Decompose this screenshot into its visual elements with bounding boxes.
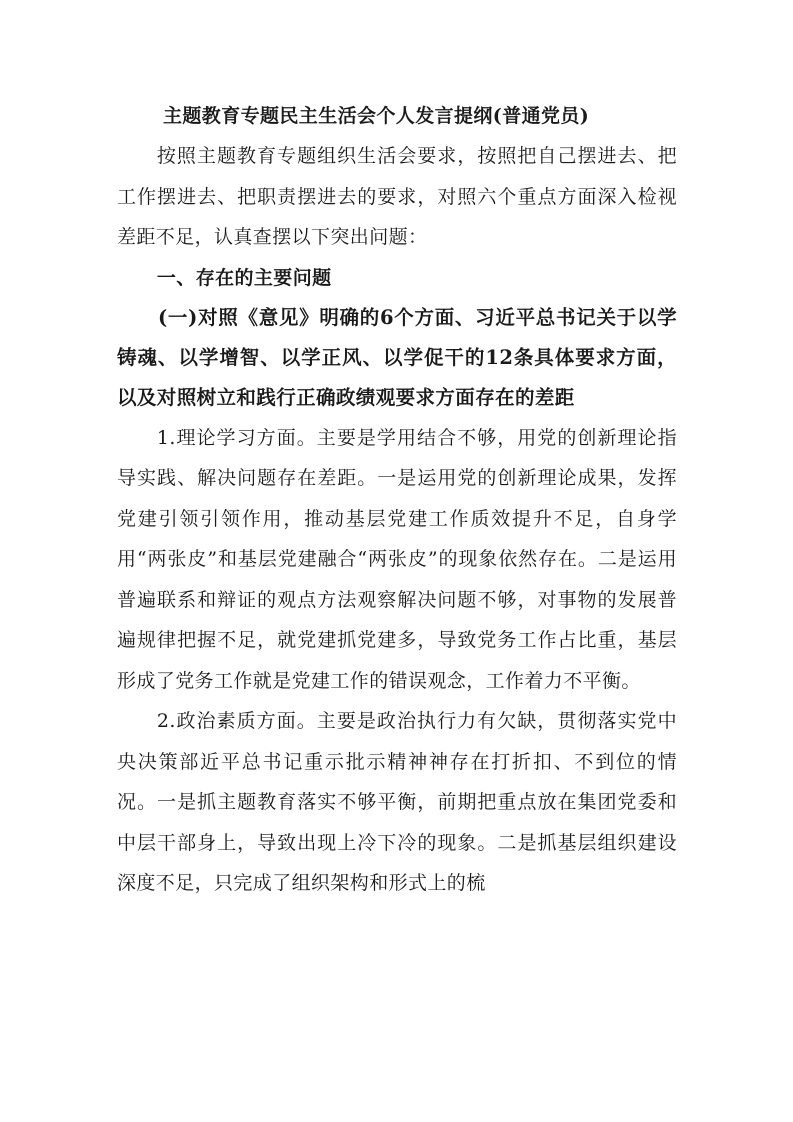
political-quality-paragraph: 2.政治素质方面。主要是政治执行力有欠缺，贯彻落实党中央决策部近平总书记重示批示精神神存在打折扣、不到位的情况。一是抓主题教育落实不够平衡，前期把重点放在集团党委和中层干部身上，导致出现上冷下冷的现象。二是抓基层组织建设深度不足，只完成了组织架构和形式上的梳 <box>117 710 677 894</box>
section-heading: 一、存在的主要问题 <box>156 266 332 289</box>
document-body <box>117 96 677 904</box>
document-title: 主题教育专题民主生活会个人发言提纲(普通党员) <box>163 105 590 127</box>
intro-paragraph: 按照主题教育专题组织生活会要求，按照把自己摆进去、把工作摆进去、把职责摆进去的要求，对照六个重点方面深入检视差距不足，认真查摆以下突出问题： <box>117 145 677 248</box>
subsection-heading: (一)对照《意见》明确的6个方面、习近平总书记关于以学铸魂、以学增智、以学正风、以学促干的12条具体要求方面，以及对照树立和践行正确政绩观要求方面存在的差距 <box>117 305 677 409</box>
theory-study-paragraph: 1.理论学习方面。主要是学用结合不够，用党的创新理论指导实践、解决问题存在差距。一是运用党的创新理论成果，发挥党建引领引领作用，推动基层党建工作质效提升不足，自身学用“两张皮”和基层党建融合“两张皮”的现象依然存在。二是运用普遍联系和辩证的观点方法观察解决问题不够，对事物的发展普遍规律把握不足，就党建抓党建多，导致党务工作占比重，基层形成了党务工作就是党建工作的错误观念，工作着力不平衡。 <box>117 426 677 692</box>
